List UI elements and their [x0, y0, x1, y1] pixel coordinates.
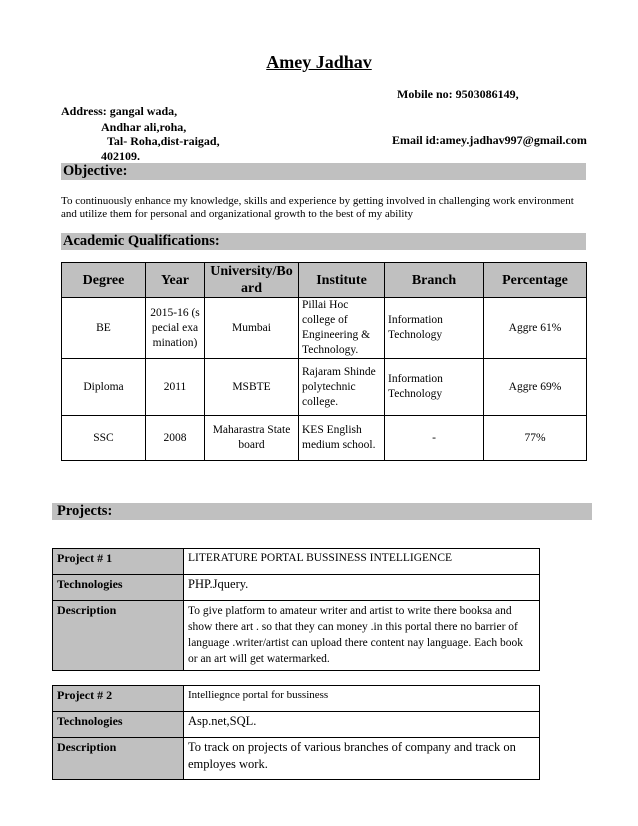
table-row: [53, 712, 540, 738]
academics-table: [61, 262, 587, 461]
project-description: To give platform to amateur writer and artist to write there booksa and show there art . so that they can money .in this portal there no barrier of language .writer/artist can upload there content nay language. Each book or an art will get watermarked.: [184, 601, 540, 671]
percentage-cell: Aggre 69%: [484, 359, 587, 416]
candidate-name: Amey Jadhav: [266, 52, 372, 72]
address-line-4: 402109.: [101, 149, 140, 163]
year-cell: 2011: [146, 359, 205, 416]
table-row: [62, 298, 587, 359]
percentage-cell: 77%: [484, 416, 587, 461]
column-percentage: Percentage: [484, 263, 587, 298]
email-address: Email id:amey.jadhav997@gmail.com: [392, 133, 587, 147]
project-1-table: [52, 548, 540, 671]
address-line-1: Address: gangal wada,: [61, 104, 178, 118]
year-cell: 2008: [146, 416, 205, 461]
table-row: [53, 601, 540, 671]
branch-cell: Information Technology: [385, 359, 484, 416]
board-cell: Maharastra State board: [205, 416, 299, 461]
mobile-number: Mobile no: 9503086149,: [397, 87, 519, 101]
objective-text: To continuously enhance my knowledge, skills and experience by getting involved in challenging work environment and utilize them for personal and organizational growth to the best of my ability: [61, 195, 574, 220]
table-row: [62, 359, 587, 416]
percentage-cell: Aggre 61%: [484, 298, 587, 359]
board-cell: Mumbai: [205, 298, 299, 359]
address-line-2: Andhar ali,roha,: [101, 120, 187, 134]
degree-cell: Diploma: [62, 359, 146, 416]
project-title: LITERATURE PORTAL BUSSINESS INTELLIGENCE: [184, 549, 540, 575]
project-description: To track on projects of various branches of company and track on employes work.: [184, 738, 540, 780]
column-branch: Branch: [385, 263, 484, 298]
project-title: Intelliegnce portal for bussiness: [184, 686, 540, 712]
year-cell: 2015-16 (special examination): [146, 298, 205, 359]
academics-heading: Academic Qualifications:: [61, 233, 586, 250]
column-board: University/Board: [205, 263, 299, 298]
degree-cell: SSC: [62, 416, 146, 461]
project-technologies: Asp.net,SQL.: [184, 712, 540, 738]
branch-cell: -: [385, 416, 484, 461]
degree-cell: BE: [62, 298, 146, 359]
objective-heading: Objective:: [61, 163, 586, 180]
projects-heading: Projects:: [52, 503, 592, 520]
description-label: Description: [53, 601, 184, 671]
board-cell: MSBTE: [205, 359, 299, 416]
technologies-label: Technologies: [53, 575, 184, 601]
branch-cell: Information Technology: [385, 298, 484, 359]
address-line-3: Tal- Roha,dist-raigad,: [107, 134, 220, 148]
table-row: [53, 738, 540, 780]
project-technologies: PHP.Jquery.: [184, 575, 540, 601]
academics-header-row: [62, 263, 587, 298]
table-row: [62, 416, 587, 461]
table-row: [53, 686, 540, 712]
institute-cell: Pillai Hoc college of Engineering & Technology.: [299, 298, 385, 359]
institute-cell: Rajaram Shinde polytechnic college.: [299, 359, 385, 416]
project-2-table: [52, 685, 540, 780]
column-degree: Degree: [62, 263, 146, 298]
column-year: Year: [146, 263, 205, 298]
project-label: Project # 1: [53, 549, 184, 575]
column-institute: Institute: [299, 263, 385, 298]
project-label: Project # 2: [53, 686, 184, 712]
table-row: [53, 549, 540, 575]
table-row: [53, 575, 540, 601]
institute-cell: KES English medium school.: [299, 416, 385, 461]
technologies-label: Technologies: [53, 712, 184, 738]
description-label: Description: [53, 738, 184, 780]
